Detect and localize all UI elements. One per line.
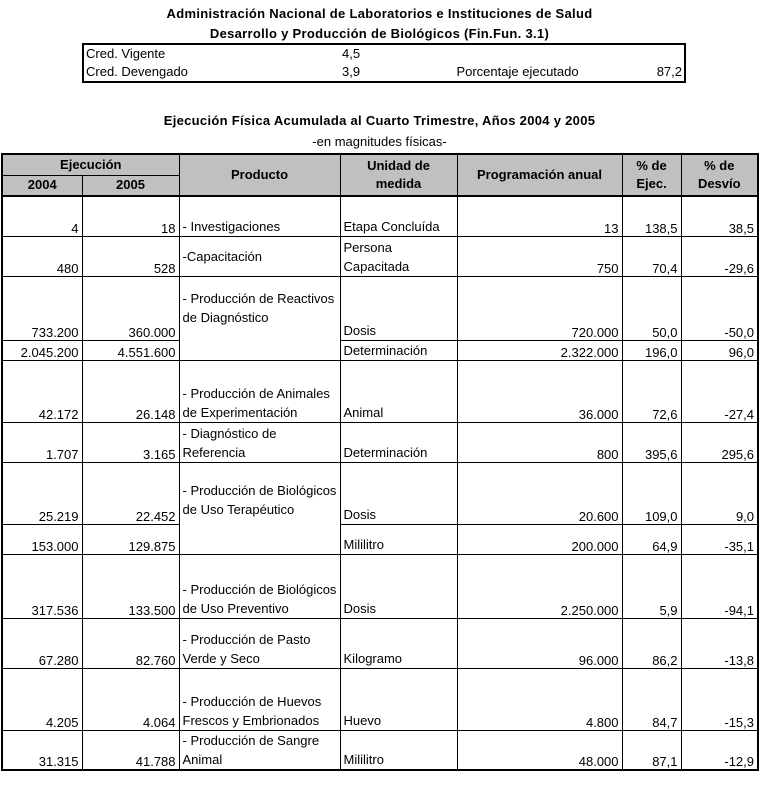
cell-pct-desvio: -35,1 — [681, 524, 758, 554]
credit-devengado-value: 3,9 — [342, 64, 361, 79]
cell-2004: 67.280 — [2, 618, 82, 668]
cell-unidad: Determinación — [340, 422, 457, 462]
report-subtitle: Desarrollo y Producción de Biológicos (Fin.Fun. 3.1) — [209, 26, 550, 41]
cell-programacion: 2.322.000 — [457, 340, 622, 360]
cell-pct-ejec: 72,6 — [622, 360, 681, 422]
cell-2004: 4 — [2, 196, 82, 236]
cell-2004: 480 — [2, 236, 82, 276]
cell-2005: 18 — [82, 196, 179, 236]
cell-2004: 4.205 — [2, 668, 82, 730]
execution-table — [1, 153, 759, 771]
cell-2004: 2.045.200 — [2, 340, 82, 360]
credit-vigente-row — [83, 44, 685, 63]
cell-2004: 1.707 — [2, 422, 82, 462]
cell-2005: 528 — [82, 236, 179, 276]
cell-producto: - Diagnóstico de Referencia — [179, 422, 340, 462]
cell-unidad: Mililitro — [340, 524, 457, 554]
header-producto: Producto — [179, 154, 340, 196]
cell-pct-desvio: -94,1 — [681, 554, 758, 618]
section-subtitle: -en magnitudes físicas- — [312, 134, 447, 149]
header-2004: 2004 — [2, 175, 82, 196]
cell-pct-ejec: 395,6 — [622, 422, 681, 462]
cell-producto: - Producción de Huevos Frescos y Embrionados — [179, 668, 340, 730]
credit-vigente-label: Cred. Vigente — [86, 46, 166, 61]
cell-pct-ejec: 138,5 — [622, 196, 681, 236]
cell-producto: - Producción de Pasto Verde y Seco — [179, 618, 340, 668]
cell-2004: 42.172 — [2, 360, 82, 422]
cell-pct-desvio: -12,9 — [681, 730, 758, 770]
cell-2004: 25.219 — [2, 462, 82, 524]
credit-devengado-row — [83, 63, 685, 82]
cell-pct-desvio: -50,0 — [681, 276, 758, 340]
cell-unidad: Determinación — [340, 340, 457, 360]
header-pct-desvio: % de Desvío — [681, 154, 758, 196]
cell-pct-ejec: 5,9 — [622, 554, 681, 618]
cell-unidad: Kilogramo — [340, 618, 457, 668]
cell-pct-desvio: -29,6 — [681, 236, 758, 276]
header-pct-ejec: % de Ejec. — [622, 154, 681, 196]
section-title: Ejecución Física Acumulada al Cuarto Trimestre, Años 2004 y 2005 — [163, 113, 596, 128]
cell-pct-ejec: 64,9 — [622, 524, 681, 554]
table-row — [2, 730, 758, 770]
cell-producto: - Producción de Sangre Animal — [179, 730, 340, 770]
cell-unidad: Dosis — [340, 554, 457, 618]
cell-2004: 31.315 — [2, 730, 82, 770]
cell-programacion: 96.000 — [457, 618, 622, 668]
table-row — [2, 340, 758, 360]
porcentaje-value: 87,2 — [656, 64, 682, 79]
cell-2004: 153.000 — [2, 524, 82, 554]
cell-unidad: Persona Capacitada — [340, 236, 457, 276]
cell-unidad: Etapa Concluída — [340, 196, 457, 236]
header-ejecucion: Ejecución — [2, 154, 179, 175]
cell-pct-desvio: 9,0 — [681, 462, 758, 524]
cell-programacion: 750 — [457, 236, 622, 276]
credits-table — [82, 43, 686, 83]
cell-2005: 133.500 — [82, 554, 179, 618]
table-row — [2, 276, 758, 340]
cell-programacion: 48.000 — [457, 730, 622, 770]
cell-producto: - Producción de Reactivos de Diagnóstico — [179, 276, 340, 360]
table-row — [2, 360, 758, 422]
cell-pct-desvio: 295,6 — [681, 422, 758, 462]
cell-2005: 3.165 — [82, 422, 179, 462]
cell-pct-desvio: 38,5 — [681, 196, 758, 236]
cell-programacion: 4.800 — [457, 668, 622, 730]
cell-producto: - Producción de Biológicos de Uso Preventivo — [179, 554, 340, 618]
cell-pct-desvio: 96,0 — [681, 340, 758, 360]
cell-pct-desvio: -13,8 — [681, 618, 758, 668]
cell-2005: 82.760 — [82, 618, 179, 668]
cell-programacion: 720.000 — [457, 276, 622, 340]
table-row — [2, 524, 758, 554]
table-row — [2, 554, 758, 618]
porcentaje-label: Porcentaje ejecutado — [456, 64, 579, 79]
credit-devengado-label: Cred. Devengado — [86, 64, 188, 79]
cell-pct-ejec: 196,0 — [622, 340, 681, 360]
cell-unidad: Mililitro — [340, 730, 457, 770]
cell-2005: 22.452 — [82, 462, 179, 524]
credit-vigente-value: 4,5 — [342, 46, 361, 61]
cell-pct-desvio: -15,3 — [681, 668, 758, 730]
cell-pct-ejec: 70,4 — [622, 236, 681, 276]
cell-producto: - Investigaciones — [179, 196, 340, 236]
cell-unidad: Animal — [340, 360, 457, 422]
cell-programacion: 200.000 — [457, 524, 622, 554]
cell-2004: 733.200 — [2, 276, 82, 340]
header-unidad: Unidad de medida — [340, 154, 457, 196]
cell-2005: 4.064 — [82, 668, 179, 730]
cell-2004: 317.536 — [2, 554, 82, 618]
cell-unidad: Huevo — [340, 668, 457, 730]
cell-pct-ejec: 109,0 — [622, 462, 681, 524]
cell-2005: 4.551.600 — [82, 340, 179, 360]
header-row — [2, 154, 758, 175]
cell-pct-ejec: 86,2 — [622, 618, 681, 668]
header-2005: 2005 — [82, 175, 179, 196]
table-row — [2, 196, 758, 236]
cell-programacion: 800 — [457, 422, 622, 462]
cell-2005: 360.000 — [82, 276, 179, 340]
cell-pct-ejec: 87,1 — [622, 730, 681, 770]
cell-2005: 26.148 — [82, 360, 179, 422]
table-row — [2, 618, 758, 668]
table-row — [2, 668, 758, 730]
cell-pct-ejec: 50,0 — [622, 276, 681, 340]
cell-programacion: 20.600 — [457, 462, 622, 524]
cell-programacion: 36.000 — [457, 360, 622, 422]
cell-programacion: 2.250.000 — [457, 554, 622, 618]
cell-pct-desvio: -27,4 — [681, 360, 758, 422]
report-title: Administración Nacional de Laboratorios e Instituciones de Salud — [166, 6, 593, 21]
cell-2005: 129.875 — [82, 524, 179, 554]
cell-unidad: Dosis — [340, 276, 457, 340]
cell-pct-ejec: 84,7 — [622, 668, 681, 730]
cell-unidad: Dosis — [340, 462, 457, 524]
header-programacion: Programación anual — [457, 154, 622, 196]
table-row — [2, 236, 758, 276]
cell-2005: 41.788 — [82, 730, 179, 770]
table-row — [2, 462, 758, 524]
table-row — [2, 422, 758, 462]
cell-producto: -Capacitación — [179, 236, 340, 276]
cell-programacion: 13 — [457, 196, 622, 236]
cell-producto: - Producción de Biológicos de Uso Terapéutico — [179, 462, 340, 554]
cell-producto: - Producción de Animales de Experimentación — [179, 360, 340, 422]
